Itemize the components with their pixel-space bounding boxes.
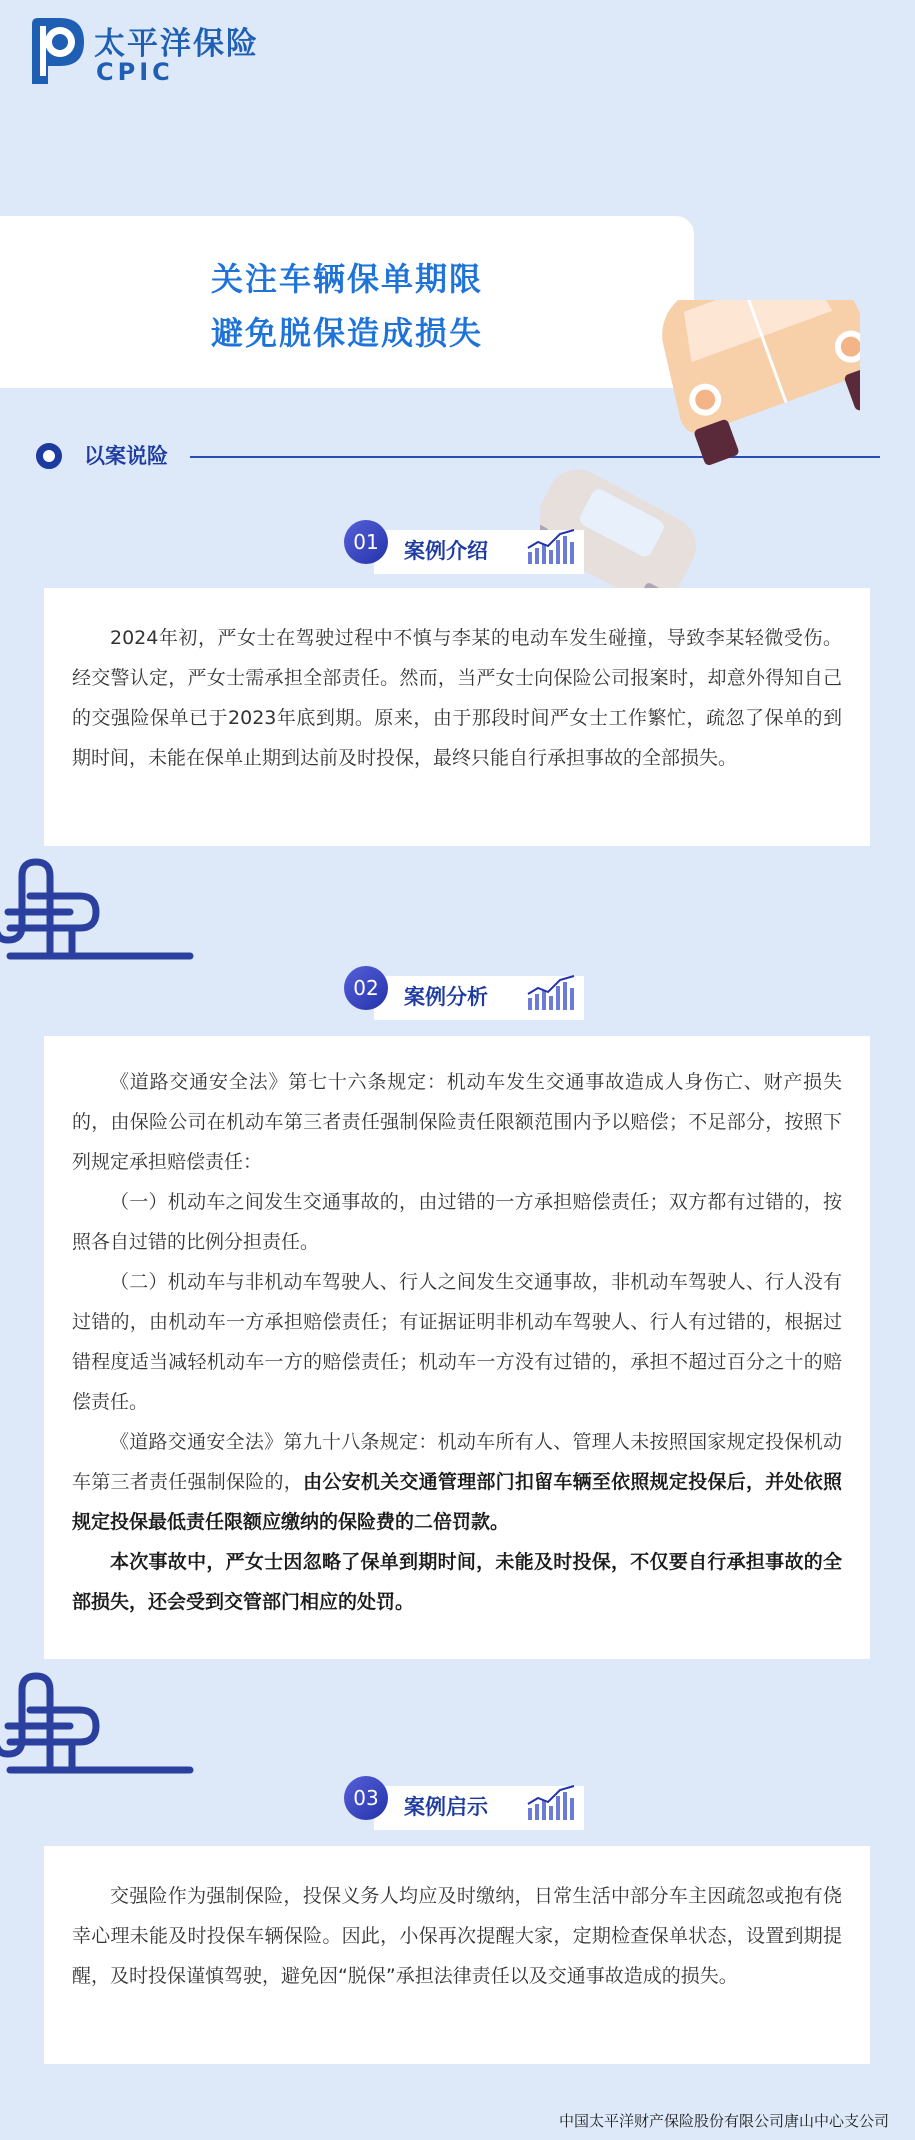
knot-decoration-icon: [0, 1670, 200, 1780]
knot-decoration-icon: [0, 856, 200, 966]
footer-company: 中国太平洋财产保险股份有限公司唐山中心支公司: [558, 2112, 889, 2130]
case-lesson-card: [44, 1846, 870, 2064]
chart-icon: [526, 1782, 580, 1822]
analysis-paragraph: 《道路交通安全法》第七十六条规定：机动车发生交通事故造成人身伤亡、财产损失的，由保险公司在机动车第三者责任强制保险责任限额范围内予以赔偿；不足部分，按照下列规定承担赔偿责任：: [72, 1071, 842, 1173]
chart-icon: [526, 972, 580, 1012]
case-analysis-card: [44, 1036, 870, 1659]
section-bullet-icon: [36, 443, 62, 469]
section-heading: 以案说险: [84, 444, 168, 468]
badge-title: 案例介绍: [404, 539, 488, 563]
badge-number: 02: [344, 966, 388, 1010]
badge-number: 03: [344, 1776, 388, 1820]
cpic-logo: [26, 16, 296, 88]
badge-number: 01: [344, 520, 388, 564]
case-intro-text: 2024年初，严女士在驾驶过程中不慎与李某的电动车发生碰撞，导致李某轻微受伤。经交警认定，严女士需承担全部责任。然而，当严女士向保险公司报案时，却意外得知自己的交强险保单已于2023年底到期。原来，由于那段时间严女士工作繁忙，疏忽了保单的到期时间，未能在保单止期到达前及时投保，最终只能自行承担事故的全部损失。: [72, 627, 842, 769]
logo-name-cn: 太平洋保险: [94, 26, 259, 62]
case-badge-01: [344, 520, 602, 576]
analysis-paragraph: （二）机动车与非机动车驾驶人、行人之间发生交通事故，非机动车驾驶人、行人没有过错的，由机动车一方承担赔偿责任；有证据证明非机动车驾驶人、行人有过错的，根据过错程度适当减轻机动车一方的赔偿责任；机动车一方没有过错的，承担不超过百分之十的赔偿责任。: [72, 1271, 842, 1413]
case-intro-card: [44, 588, 870, 846]
page-title-line2: 避免脱保造成损失: [210, 314, 483, 352]
case-badge-02: [344, 966, 602, 1022]
case-badge-03: [344, 1776, 602, 1832]
badge-title: 案例启示: [404, 1795, 488, 1819]
cpic-logo-icon: [26, 16, 88, 86]
analysis-paragraph: （一）机动车之间发生交通事故的，由过错的一方承担赔偿责任；双方都有过错的，按照各自过错的比例分担责任。: [72, 1191, 842, 1253]
badge-title: 案例分析: [404, 985, 488, 1009]
analysis-text: 《道路交通安全法》第九十八条规定：机动车所有人、管理人未按照国家规定投保机动车第三者责任强制保险的，: [72, 1431, 842, 1493]
analysis-conclusion: 本次事故中，严女士因忽略了保单到期时间，未能及时投保，不仅要自行承担事故的全部损失，还会受到交管部门相应的处罚。: [72, 1551, 842, 1613]
analysis-paragraph: [72, 1422, 842, 1542]
chart-icon: [526, 526, 580, 566]
case-lesson-text: 交强险作为强制保险，投保义务人均应及时缴纳，日常生活中部分车主因疏忽或抱有侥幸心理未能及时投保车辆保险。因此，小保再次提醒大家，定期检查保单状态，设置到期提醒，及时投保谨慎驾驶，避免因“脱保”承担法律责任以及交通事故造成的损失。: [72, 1885, 842, 1987]
analysis-paragraph: [72, 1542, 842, 1622]
page-title-line1: 关注车辆保单期限: [210, 260, 483, 298]
logo-name-en: CPIC: [96, 58, 174, 86]
analysis-emphasis: 由公安机关交通管理部门扣留车辆至依照规定投保后，并处依照规定投保最低责任限额应缴纳的保险费的二倍罚款。: [72, 1471, 842, 1533]
